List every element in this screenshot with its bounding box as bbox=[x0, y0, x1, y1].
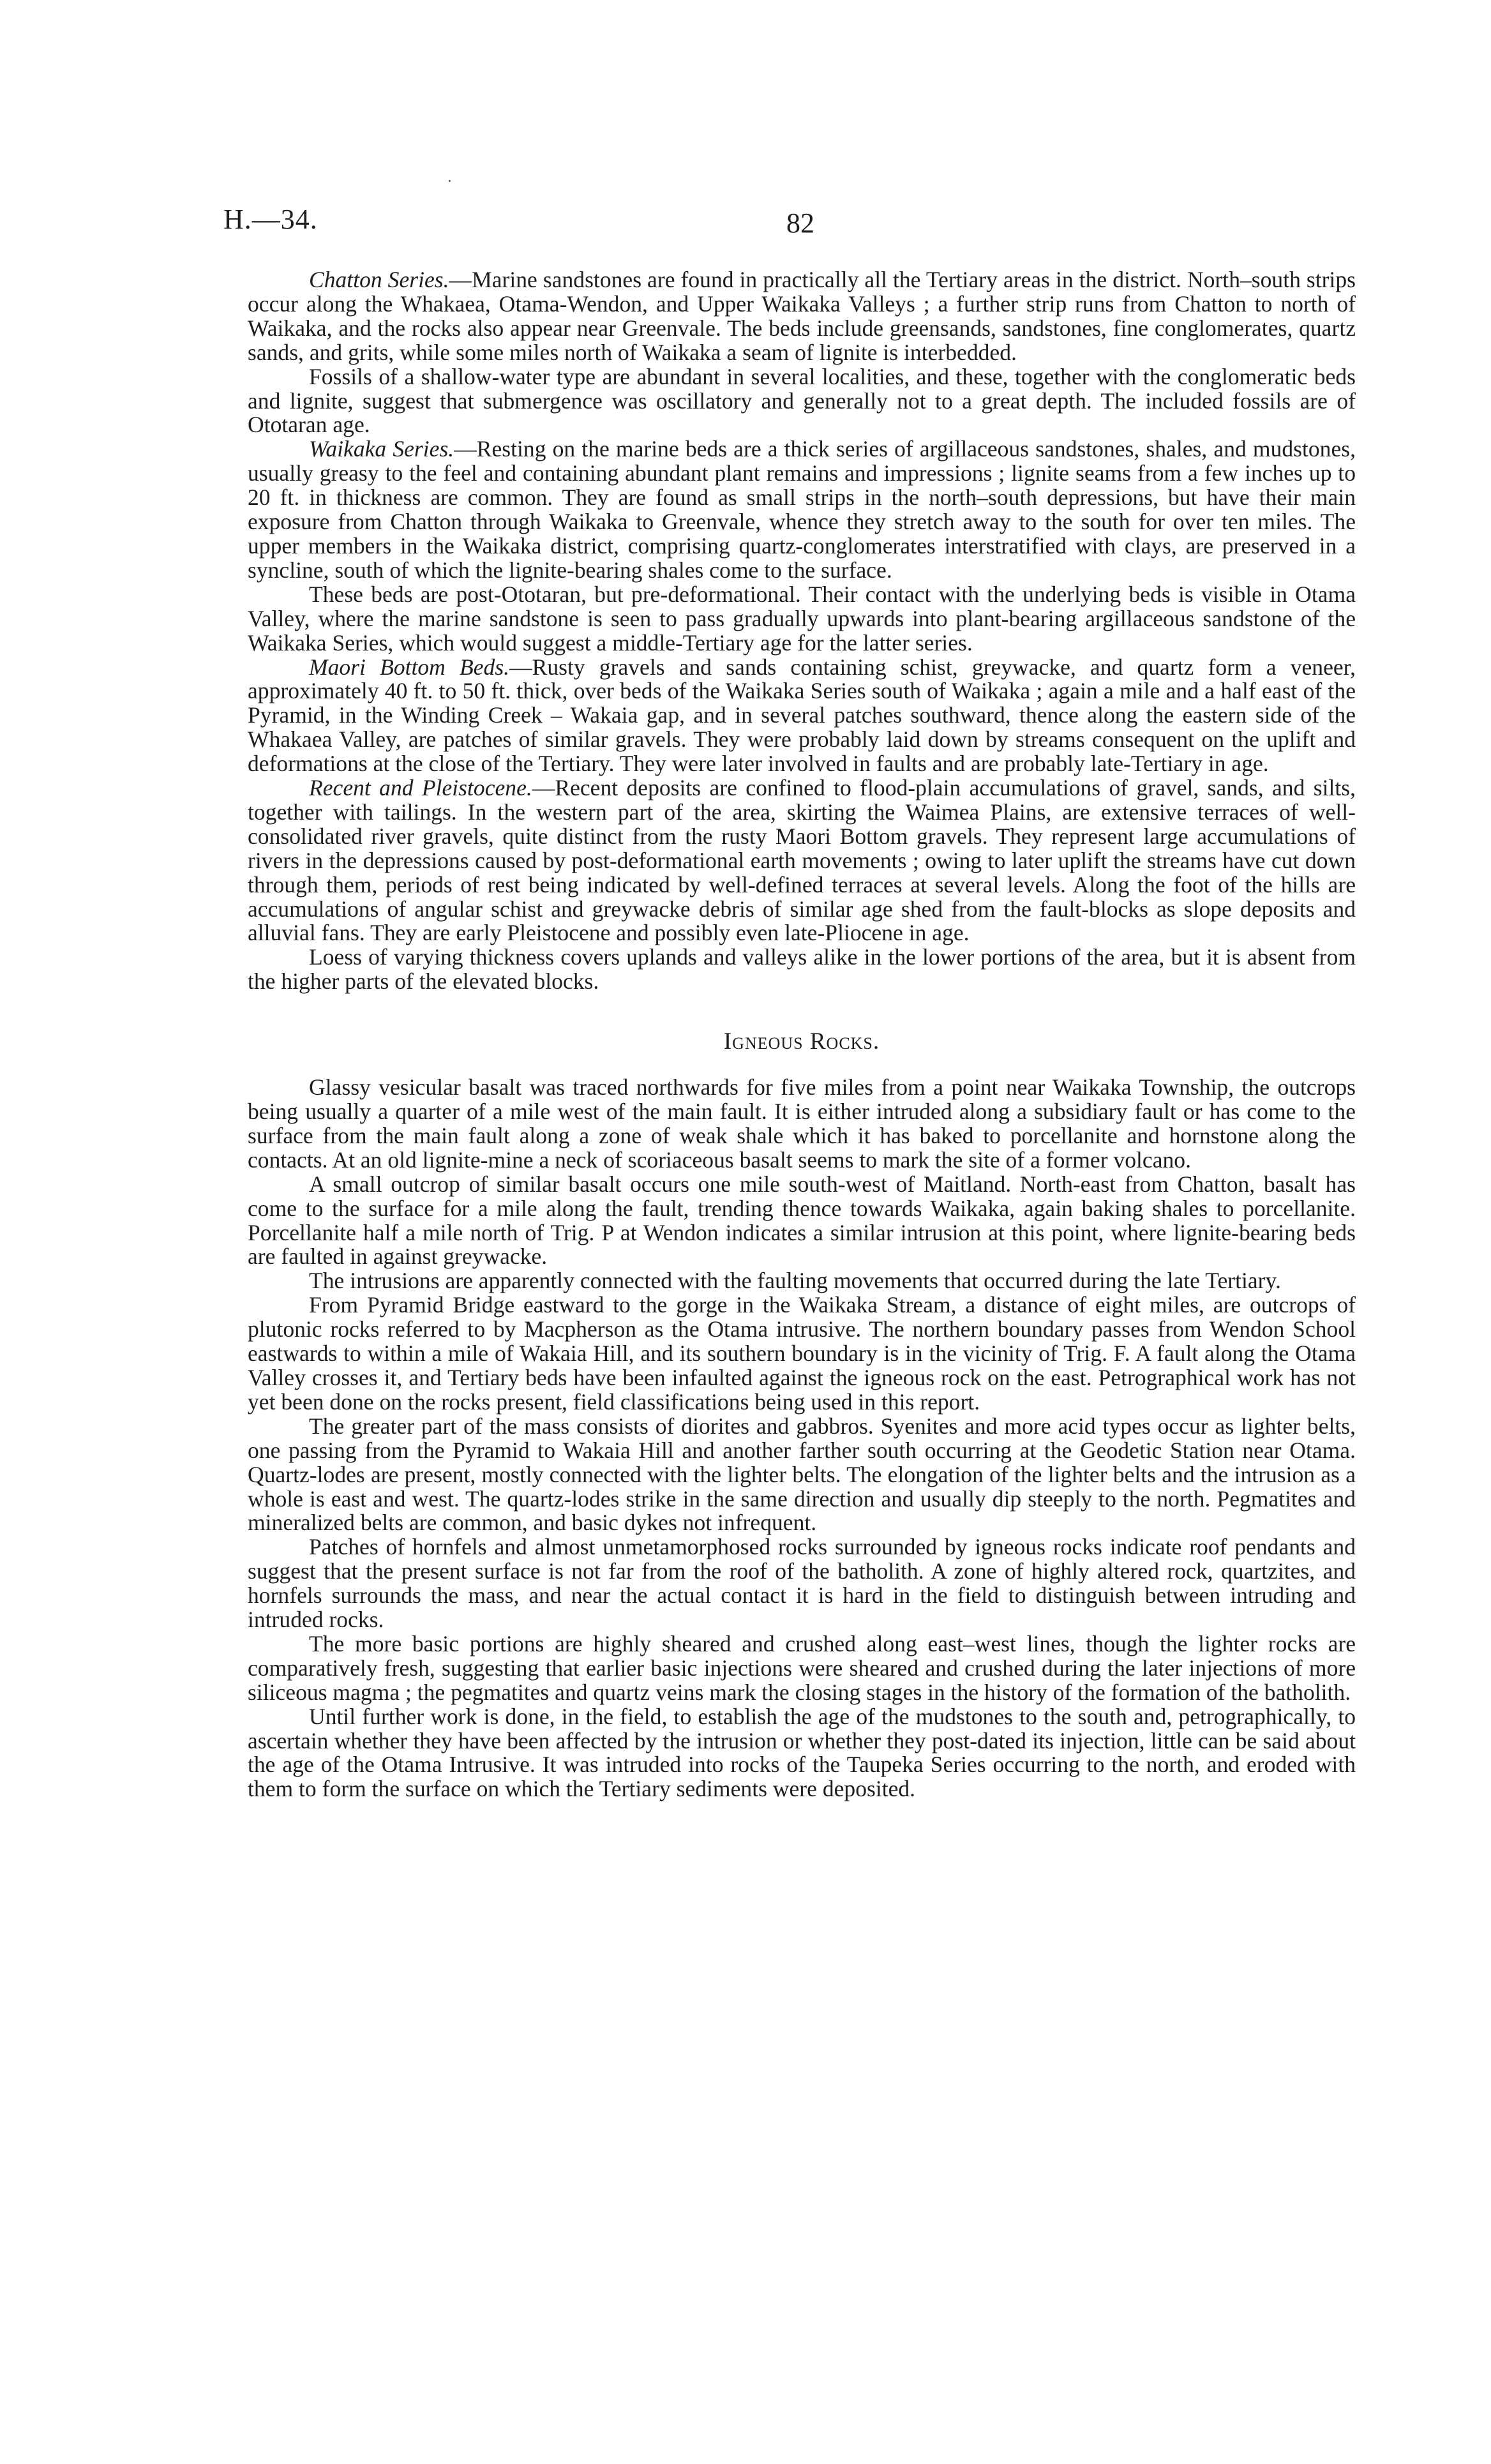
paragraph-text: —Recent deposits are confined to flood-plain accumulations of gravel, sands, and silts, together with tailings. In the western part of the area, skirting the Waimea Plains, are extensive terraces of well-consolidated river gravels, quite distinct from the rusty Maori Bottom gravels. They represent large accumulations of rivers in the depressions caused by post-deformational earth movements ; owing to later uplift the streams have cut down through them, periods of rest being indicated by well-defined terraces at several levels. Along the foot of the hills are accumulations of angular schist and greywacke debris of similar age shed from the fault-blocks as slope deposits and alluvial fans. They are early Pleistocene and possibly even late-Pliocene in age. bbox=[248, 775, 1356, 946]
paragraph-further-work: Until further work is done, in the field, to establish the age of the mudstones to the south and, petrographically, to ascertain whether they have been affected by the intrusion or whether they post-dated its injection, little can be said about the age of the Otama Intrusive. It was intruded into rocks of the Taupeka Series occurring to the north, and eroded with them to form the surface on which the Tertiary sediments were deposited. bbox=[248, 1703, 1356, 1802]
paragraph-recent-pleistocene bbox=[248, 776, 1356, 945]
paragraph-hornfels: Patches of hornfels and almost unmetamorphosed rocks surrounded by igneous rocks indicate roof pendants and suggest that the present surface is not far from the roof of the batholith. A zone of highly altered rock, quartzites, and hornfels surrounds the mass, and near the actual contact it is hard in the field to distinguish between intruding and intruded rocks. bbox=[248, 1534, 1356, 1633]
paragraph-basic-portions: The more basic portions are highly sheared and crushed along east–west lines, though the lighter rocks are comparatively fresh, suggesting that earlier basic injections were sheared and crushed during the later injections of more siliceous magma ; the pegmatites and quartz veins mark the closing stages in the history of the formation of the batholith. bbox=[248, 1630, 1356, 1705]
paragraph-text: —Marine sandstones are found in practically all the Tertiary areas in the district. North–south strips occur along the Whakaea, Otama-Wendon, and Upper Waikaka Valleys ; a further strip runs from Chatton to north of Waikaka, and the rocks also appear near Greenvale. The beds include greensands, sandstones, fine conglomerates, quartz sands, and grits, while some miles north of Waikaka a seam of lignite is interbedded. bbox=[248, 267, 1356, 365]
paragraph-waikaka-series bbox=[248, 437, 1356, 582]
run-head-waikaka-series: Waikaka Series. bbox=[309, 436, 454, 462]
paragraph-maitland-outcrop: A small outcrop of similar basalt occurs one mile south-west of Maitland. North-east from Chatton, basalt has come to the surface for a mile along the fault, trending thence towards Waikaka, again baking shales to porcellanite. Porcellanite half a mile north of Trig. P at Wendon indicates a similar intrusion at this point, where lignite-bearing beds are faulted in against greywacke. bbox=[248, 1171, 1356, 1270]
stray-mark bbox=[449, 180, 451, 182]
run-head-maori-bottom-beds: Maori Bottom Beds. bbox=[309, 654, 510, 680]
paragraph-post-ototaran: These beds are post-Ototaran, but pre-deformational. Their contact with the underlying beds is visible in Otama Valley, where the marine sandstone is seen to pass gradually upwards into plant-bearing argillaceous sandstone of the Waikaka Series, which would suggest a middle-Tertiary age for the latter series. bbox=[248, 581, 1356, 656]
body-text bbox=[248, 268, 1356, 1801]
paragraph-glassy-basalt: Glassy vesicular basalt was traced northwards for five miles from a point near Waikaka Township, the outcrops being usually a quarter of a mile west of the main fault. It is either intruded along a subsidiary fault or has come to the surface from the main fault along a zone of weak shale which it has baked to porcellanite and hornstone along the contacts. At an old lignite-mine a neck of scoriaceous basalt seems to mark the site of a former volcano. bbox=[248, 1074, 1356, 1173]
run-head-chatton-series: Chatton Series. bbox=[309, 267, 449, 292]
paragraph-text: —Resting on the marine beds are a thick series of argillaceous sandstones, shales, and mudstones, usually greasy to the feel and containing abundant plant remains and impressions ; lignite seams from a few inches up to 20 ft. in thickness are common. They are found as small strips in the north–south depressions, but have their main exposure from Chatton through Waikaka to Greenvale, whence they stretch away to the south for over ten miles. The upper members in the Waikaka district, comprising quartz-conglomerates interstratified with clays, are preserved in a syncline, south of which the lignite-bearing shales come to the surface. bbox=[248, 436, 1356, 583]
paragraph-fossils: Fossils of a shallow-water type are abundant in several localities, and these, together with the conglomeratic beds and lignite, suggest that submergence was oscillatory and generally not to a great depth. The included fossils are of Ototaran age. bbox=[248, 363, 1356, 438]
paragraph-pyramid-bridge: From Pyramid Bridge eastward to the gorge in the Waikaka Stream, a distance of eight miles, are outcrops of plutonic rocks referred to by Macpherson as the Otama intrusive. The northern boundary passes from Wendon School eastwards to within a mile of Wakaia Hill, and its southern boundary is in the vicinity of Trig. F. A fault along the Otama Valley crosses it, and Tertiary beds have been infaulted against the igneous rock on the east. Petrographical work has not yet been done on the rocks present, field classifications being used in this report. bbox=[248, 1292, 1356, 1415]
paragraph-text: —Rusty gravels and sands containing schist, greywacke, and quartz form a veneer, approximately 40 ft. to 50 ft. thick, over beds of the Waikaka Series south of Waikaka ; again a mile and a half east of the Pyramid, in the Winding Creek – Wakaia gap, and in several patches southward, thence along the eastern side of the Whakaea Valley, are patches of similar gravels. They were probably laid down by streams consequent on the uplift and deformations at the close of the Tertiary. They were later involved in faults and are probably late-Tertiary in age. bbox=[248, 654, 1356, 777]
paragraph-intrusions-faulting: The intrusions are apparently connected with the faulting movements that occurred during the late Tertiary. bbox=[309, 1268, 1281, 1294]
run-head-recent-pleistocene: Recent and Pleistocene. bbox=[309, 775, 532, 801]
paragraph-loess: Loess of varying thickness covers uplands and valleys alike in the lower portions of the area, but it is absent from the higher parts of the elevated blocks. bbox=[248, 944, 1356, 995]
page-number: 82 bbox=[786, 207, 814, 239]
document-reference: H.—34. bbox=[223, 204, 318, 235]
section-heading-igneous-rocks: Igneous Rocks. bbox=[723, 1028, 880, 1055]
paragraph-diorites-gabbros: The greater part of the mass consists of diorites and gabbros. Syenites and more acid types occur as lighter belts, one passing from the Pyramid to Wakaia Hill and another farther south occurring at the Geodetic Station near Otama. Quartz-lodes are present, mostly connected with the lighter belts. The elongation of the lighter belts and the intrusion as a whole is east and west. The quartz-lodes strike in the same direction and usually dip steeply to the north. Pegmatites and mineralized belts are common, and basic dykes not infrequent. bbox=[248, 1413, 1356, 1536]
paragraph-chatton-series bbox=[248, 268, 1356, 365]
paragraph-maori-bottom-beds bbox=[248, 656, 1356, 777]
